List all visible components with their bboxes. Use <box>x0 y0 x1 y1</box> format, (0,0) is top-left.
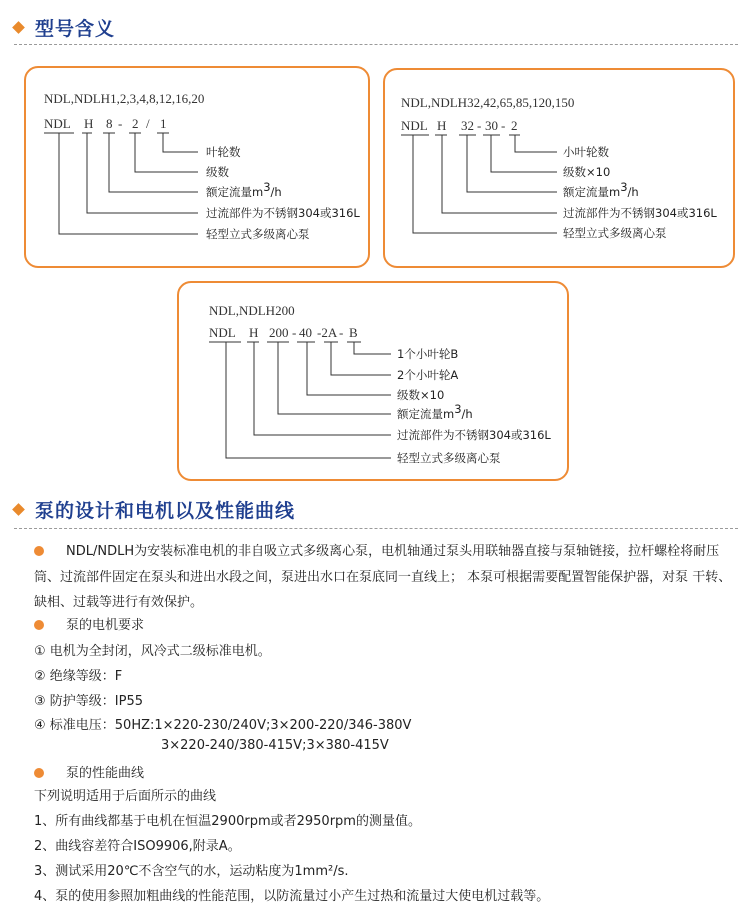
label-stages: 级数×10 <box>397 388 445 402</box>
code-part: -2A <box>317 325 338 340</box>
model-series: NDL,NDLH32,42,65,85,120,150 <box>401 95 575 110</box>
code-part: NDL <box>44 116 71 131</box>
code-part: H <box>84 116 94 131</box>
code-part: 32 <box>461 118 474 133</box>
section-title: 泵的设计和电机以及性能曲线 <box>35 500 296 522</box>
performance-item: 2、曲线容差符合ISO9906,附录A。 <box>34 839 241 854</box>
label-flow: 额定流量m3/h <box>206 180 282 199</box>
code-part: 8 <box>106 116 113 131</box>
code-part: 1 <box>160 116 167 131</box>
label-stages: 级数 <box>206 165 229 179</box>
section-title: 型号含义 <box>35 18 116 40</box>
label-material: 过流部件为不锈钢304或316L <box>397 428 551 442</box>
motor-heading-text: 泵的电机要求 <box>66 618 145 633</box>
label-impeller: 叶轮数 <box>206 145 241 159</box>
label-type: 轻型立式多级离心泵 <box>206 227 310 241</box>
section-header-design <box>14 496 295 523</box>
model-box-3 <box>177 281 569 481</box>
motor-voltage-continued: 3×220-240/380-415V;3×380-415V <box>161 738 389 753</box>
code-part: 2 <box>511 118 518 133</box>
code-part: 200 <box>269 325 289 340</box>
intro-text: NDL/NDLH为安装标准电机的非自吸立式多级离心泵，电机轴通过泵头用联轴器直接与泵轴链接，拉杆螺栓将耐压筒、过流部件固定在泵头和进出水段之间，泵进出水口在泵底同一直线上； 本泵可根据需要配置智能保护器，对泵 干转、缺相、过载等进行有效保护。 <box>34 544 732 610</box>
motor-item: ① 电机为全封闭，风冷式二级标准电机。 <box>34 644 271 659</box>
label-small-impeller: 小叶轮数 <box>563 145 609 159</box>
label-stages: 级数×10 <box>563 165 611 179</box>
performance-heading <box>34 762 144 781</box>
label-flow: 额定流量m3/h <box>397 402 473 421</box>
code-part: H <box>437 118 447 133</box>
code-part: - <box>477 118 482 133</box>
performance-item: 3、测试采用20℃不含空气的水，运动粘度为1mm²/s. <box>34 864 349 879</box>
model-diagram-2 <box>385 70 733 266</box>
label-impeller-b: 1个小叶轮B <box>397 347 459 361</box>
code-part: - <box>339 325 344 340</box>
motor-item: ② 绝缘等级：F <box>34 669 123 684</box>
bullet-icon <box>34 620 44 630</box>
model-box-2 <box>383 68 735 268</box>
motor-heading <box>34 614 144 633</box>
performance-intro: 下列说明适用于后面所示的曲线 <box>34 789 217 804</box>
performance-item: 1、所有曲线都基于电机在恒温2900rpm或者2950rpm的测量值。 <box>34 814 421 829</box>
code-part: / <box>146 116 150 131</box>
code-part: NDL <box>209 325 236 340</box>
motor-item: ③ 防护等级：IP55 <box>34 694 144 709</box>
model-series: NDL,NDLH1,2,3,4,8,12,16,20 <box>44 91 205 106</box>
intro-paragraph <box>34 539 734 616</box>
model-series: NDL,NDLH200 <box>209 303 295 318</box>
code-part: H <box>249 325 259 340</box>
diamond-bullet-icon <box>12 503 25 516</box>
code-part: - <box>118 116 123 131</box>
bullet-icon <box>34 546 44 556</box>
bullet-icon <box>34 768 44 778</box>
label-impeller-a: 2个小叶轮A <box>397 368 459 382</box>
label-type: 轻型立式多级离心泵 <box>397 451 501 465</box>
performance-item: 4、泵的使用参照加粗曲线的性能范围，以防流量过小产生过热和流量过大使电机过载等。 <box>34 889 550 904</box>
divider <box>14 528 738 529</box>
label-type: 轻型立式多级离心泵 <box>563 226 667 240</box>
code-part: 40 <box>299 325 312 340</box>
code-part: 2 <box>132 116 139 131</box>
motor-item: ④ 标准电压：50HZ:1×220-230/240V;3×200-220/346-380V <box>34 718 412 733</box>
label-material: 过流部件为不锈钢304或316L <box>206 206 360 220</box>
diamond-bullet-icon <box>12 21 25 34</box>
model-diagram-3 <box>179 283 567 479</box>
code-part: - <box>292 325 297 340</box>
model-diagram-1 <box>26 68 368 266</box>
code-part: - <box>501 118 506 133</box>
model-box-1 <box>24 66 370 268</box>
label-flow: 额定流量m3/h <box>563 180 639 199</box>
performance-heading-text: 泵的性能曲线 <box>66 766 145 781</box>
section-header-model <box>14 14 115 41</box>
code-part: NDL <box>401 118 428 133</box>
divider <box>14 44 738 45</box>
label-material: 过流部件为不锈钢304或316L <box>563 206 717 220</box>
code-part: 30 <box>485 118 498 133</box>
code-part: B <box>349 325 358 340</box>
